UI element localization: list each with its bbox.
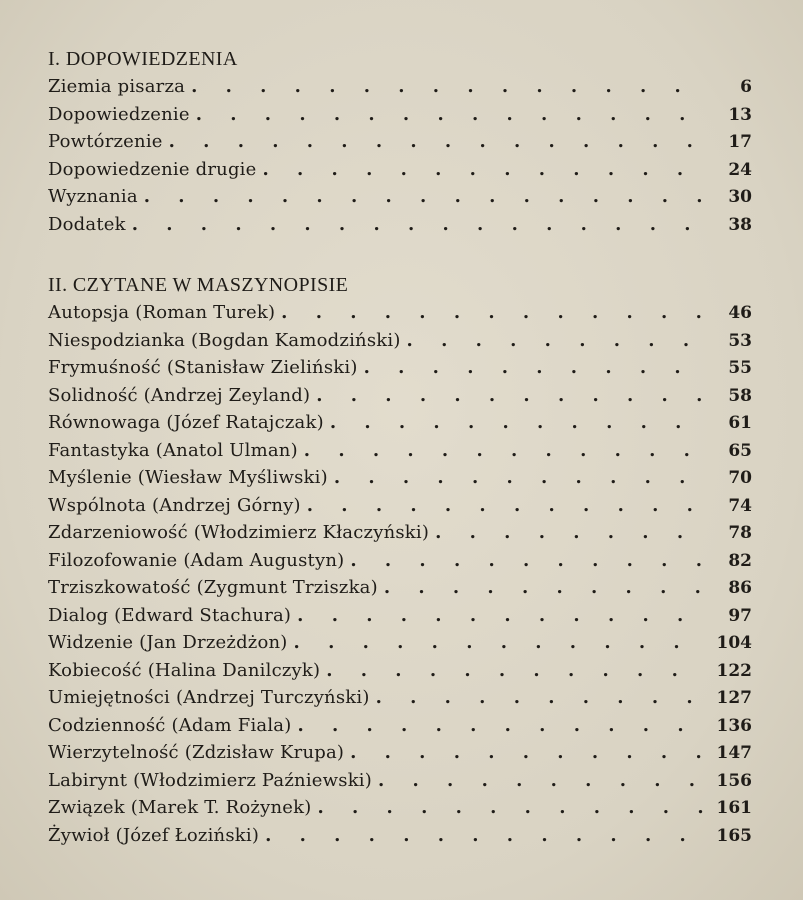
dot-leader bbox=[316, 382, 706, 410]
dot-leader bbox=[132, 211, 706, 239]
section-title: I. DOPOWIEDZENIA bbox=[48, 48, 238, 70]
entry-page-number: 70 bbox=[728, 468, 752, 488]
toc-entry bbox=[48, 657, 752, 685]
entry-page-number: 97 bbox=[728, 605, 752, 626]
dot-leader bbox=[350, 547, 706, 575]
dot-leader bbox=[265, 822, 706, 850]
toc-entry bbox=[48, 574, 752, 602]
dot-leader bbox=[297, 602, 706, 630]
toc-entry bbox=[48, 519, 752, 547]
dot-leader bbox=[326, 657, 706, 685]
entry-page-number: 24 bbox=[728, 159, 752, 180]
dot-leader bbox=[350, 739, 706, 767]
toc-entry bbox=[48, 73, 752, 101]
entry-title: Kobiecość (Halina Danilczyk) bbox=[48, 659, 321, 681]
entry-title: Związek (Marek T. Rożynek) bbox=[48, 797, 312, 818]
entry-page-number: 74 bbox=[728, 495, 752, 516]
entry-title: Solidność (Andrzej Zeyland) bbox=[48, 384, 311, 406]
entry-title: Labirynt (Włodzimierz Paźniewski) bbox=[48, 769, 372, 791]
toc-entry bbox=[48, 492, 752, 520]
table-of-contents bbox=[48, 46, 752, 849]
toc-entry bbox=[48, 464, 752, 492]
entry-page-number: 61 bbox=[728, 413, 752, 433]
entry-page-number: 53 bbox=[728, 330, 752, 351]
dot-leader bbox=[317, 794, 706, 822]
entry-title: Równowaga (Józef Ratajczak) bbox=[48, 412, 324, 433]
entry-page-number: 156 bbox=[716, 770, 752, 791]
entry-title: Widzenie (Jan Drzeżdżon) bbox=[48, 632, 288, 653]
toc-entry bbox=[48, 602, 752, 630]
dot-leader bbox=[191, 73, 706, 101]
entry-page-number: 55 bbox=[728, 358, 752, 378]
entry-page-number: 30 bbox=[728, 187, 752, 207]
entry-title: Powtórzenie bbox=[48, 131, 163, 152]
section-entries bbox=[48, 299, 752, 849]
section-gap bbox=[48, 238, 752, 272]
entry-title: Autopsja (Roman Turek) bbox=[48, 302, 276, 323]
toc-entry bbox=[48, 822, 752, 850]
toc-entry bbox=[48, 156, 752, 184]
toc-entry bbox=[48, 409, 752, 437]
toc-entry bbox=[48, 794, 752, 822]
entry-title: Wierzytelność (Zdzisław Krupa) bbox=[48, 742, 345, 763]
toc-entry bbox=[48, 437, 752, 465]
dot-leader bbox=[297, 712, 706, 740]
dot-leader bbox=[294, 629, 706, 657]
entry-page-number: 86 bbox=[728, 578, 752, 598]
dot-leader bbox=[169, 128, 706, 156]
dot-leader bbox=[144, 183, 706, 211]
entry-page-number: 13 bbox=[728, 104, 752, 125]
toc-entry bbox=[48, 547, 752, 575]
entry-page-number: 122 bbox=[716, 660, 752, 681]
toc-entry bbox=[48, 327, 752, 355]
dot-leader bbox=[376, 684, 706, 712]
entry-title: Umiejętności (Andrzej Turczyński) bbox=[48, 687, 370, 708]
toc-entry bbox=[48, 211, 752, 239]
dot-leader bbox=[307, 492, 706, 520]
toc-section-2 bbox=[48, 272, 752, 849]
toc-entry bbox=[48, 629, 752, 657]
entry-title: Dialog (Edward Stachura) bbox=[48, 604, 292, 626]
dot-leader bbox=[334, 464, 706, 492]
dot-leader bbox=[364, 354, 706, 382]
toc-entry bbox=[48, 712, 752, 740]
entry-title: Fantastyka (Anatol Ulman) bbox=[48, 439, 298, 461]
entry-page-number: 82 bbox=[728, 550, 752, 571]
entry-page-number: 65 bbox=[728, 440, 752, 461]
dot-leader bbox=[384, 574, 706, 602]
entry-title: Frymuśność (Stanisław Zieliński) bbox=[48, 357, 358, 378]
toc-section-1 bbox=[48, 46, 752, 238]
entry-page-number: 161 bbox=[716, 798, 752, 818]
entry-title: Zdarzeniowość (Włodzimierz Kłaczyński) bbox=[48, 522, 430, 543]
entry-page-number: 46 bbox=[728, 303, 752, 323]
entry-title: Myślenie (Wiesław Myśliwski) bbox=[48, 467, 328, 488]
toc-entry bbox=[48, 128, 752, 156]
entry-page-number: 38 bbox=[728, 214, 752, 235]
dot-leader bbox=[407, 327, 706, 355]
section-entries bbox=[48, 73, 752, 238]
entry-page-number: 58 bbox=[728, 385, 752, 406]
dot-leader bbox=[196, 101, 706, 129]
entry-title: Dopowiedzenie drugie bbox=[48, 158, 257, 180]
entry-title: Niespodzianka (Bogdan Kamodziński) bbox=[48, 329, 401, 351]
entry-page-number: 6 bbox=[740, 77, 752, 97]
entry-page-number: 17 bbox=[728, 132, 752, 152]
entry-title: Dopowiedzenie bbox=[48, 103, 190, 125]
toc-entry bbox=[48, 354, 752, 382]
entry-title: Filozofowanie (Adam Augustyn) bbox=[48, 549, 345, 571]
entry-page-number: 78 bbox=[728, 523, 752, 543]
toc-entry bbox=[48, 684, 752, 712]
entry-title: Wyznania bbox=[48, 186, 138, 207]
toc-entry bbox=[48, 101, 752, 129]
entry-title: Trziszkowatość (Zygmunt Trziszka) bbox=[48, 577, 378, 598]
entry-title: Wspólnota (Andrzej Górny) bbox=[48, 494, 301, 516]
toc-entry bbox=[48, 382, 752, 410]
toc-entry bbox=[48, 739, 752, 767]
entry-title: Codzienność (Adam Fiala) bbox=[48, 714, 292, 736]
entry-page-number: 127 bbox=[716, 688, 752, 708]
dot-leader bbox=[330, 409, 706, 437]
entry-page-number: 104 bbox=[716, 633, 752, 653]
entry-page-number: 136 bbox=[716, 715, 752, 736]
entry-title: Żywioł (Józef Łoziński) bbox=[48, 824, 260, 846]
entry-title: Ziemia pisarza bbox=[48, 76, 186, 97]
toc-entry bbox=[48, 767, 752, 795]
section-title: II. CZYTANE W MASZYNOPISIE bbox=[48, 274, 349, 296]
dot-leader bbox=[281, 299, 706, 327]
dot-leader bbox=[435, 519, 706, 547]
toc-entry bbox=[48, 299, 752, 327]
toc-entry bbox=[48, 183, 752, 211]
dot-leader bbox=[304, 437, 706, 465]
entry-title: Dodatek bbox=[48, 213, 126, 235]
dot-leader bbox=[262, 156, 706, 184]
dot-leader bbox=[378, 767, 706, 795]
entry-page-number: 165 bbox=[716, 825, 752, 846]
entry-page-number: 147 bbox=[716, 743, 752, 763]
